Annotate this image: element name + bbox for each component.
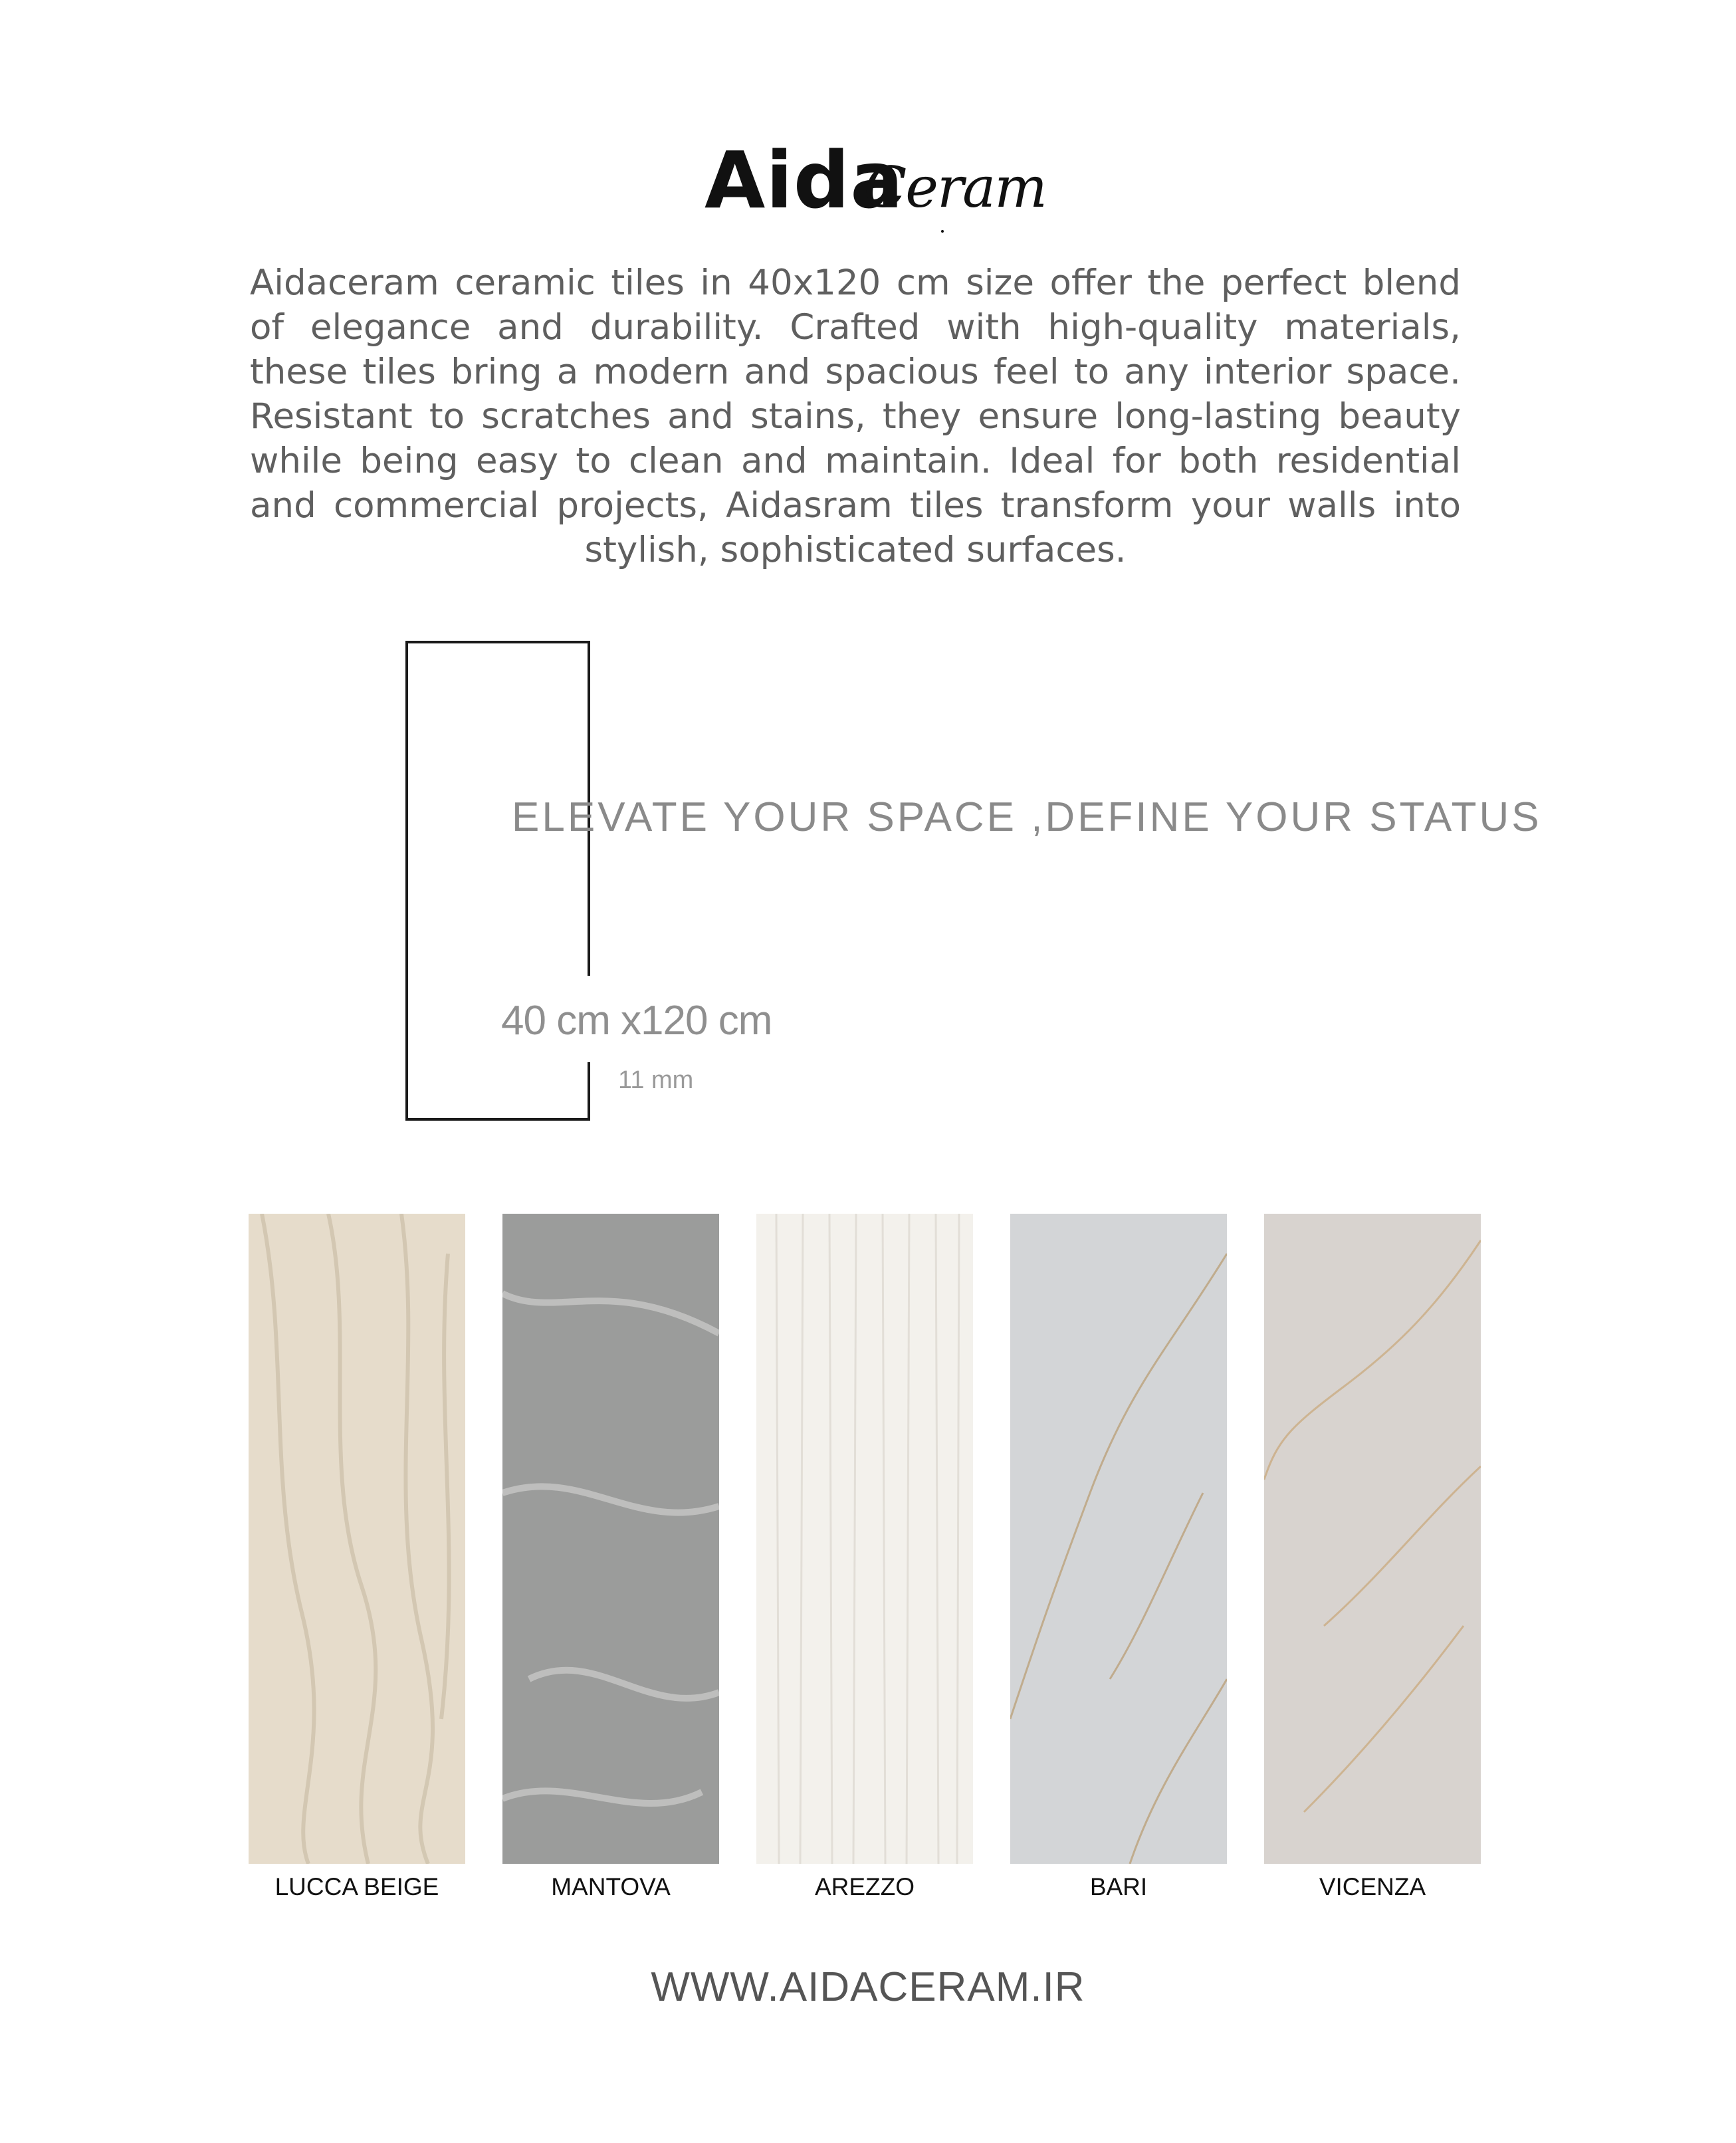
website-url[interactable]: WWW.AIDACERAM.IR <box>651 1964 1085 2010</box>
tagline: ELEVATE YOUR SPACE ,DEFINE YOUR STATUS <box>512 794 1542 840</box>
tile-size-label: 40 cm x120 cm <box>501 998 772 1044</box>
swatch-mantova <box>502 1214 719 1864</box>
tile-thickness-label: 11 mm <box>618 1066 694 1094</box>
brand-logo <box>705 133 1050 239</box>
swatch-arezzo <box>756 1214 973 1864</box>
swatch-vicenza <box>1264 1214 1481 1864</box>
swatch-image <box>1264 1214 1481 1864</box>
swatch-lucca-beige <box>249 1214 465 1864</box>
swatch-label: VICENZA <box>1319 1873 1426 1900</box>
swatch-image <box>756 1214 973 1864</box>
logo-wordmark: Aida <box>705 134 904 226</box>
swatch-bari <box>1010 1214 1227 1864</box>
logo-dot <box>941 230 944 233</box>
swatch-label: BARI <box>1089 1873 1148 1900</box>
swatch-image <box>1010 1214 1227 1864</box>
tile-size-outline <box>405 641 590 1121</box>
swatch-label: MANTOVA <box>551 1873 671 1900</box>
logo-script: Ceram <box>864 155 1046 220</box>
swatch-image <box>502 1214 719 1864</box>
swatch-label: AREZZO <box>814 1873 915 1900</box>
intro-paragraph: Aidaceram ceramic tiles in 40x120 cm size offer the perfect blend of elegance and durability. Crafted with high-quality materials, these tiles bring a modern and spacious feel to any interior space. Resistant to scratches and stains, they ensure long-lasting beauty while being easy to clean and maintain. Ideal for both residential and commercial projects, Aidasram tiles transform your walls into stylish, sophisticated surfaces. <box>250 263 1461 570</box>
swatch-label: LUCCA BEIGE <box>274 1873 439 1900</box>
swatch-image <box>249 1214 465 1864</box>
